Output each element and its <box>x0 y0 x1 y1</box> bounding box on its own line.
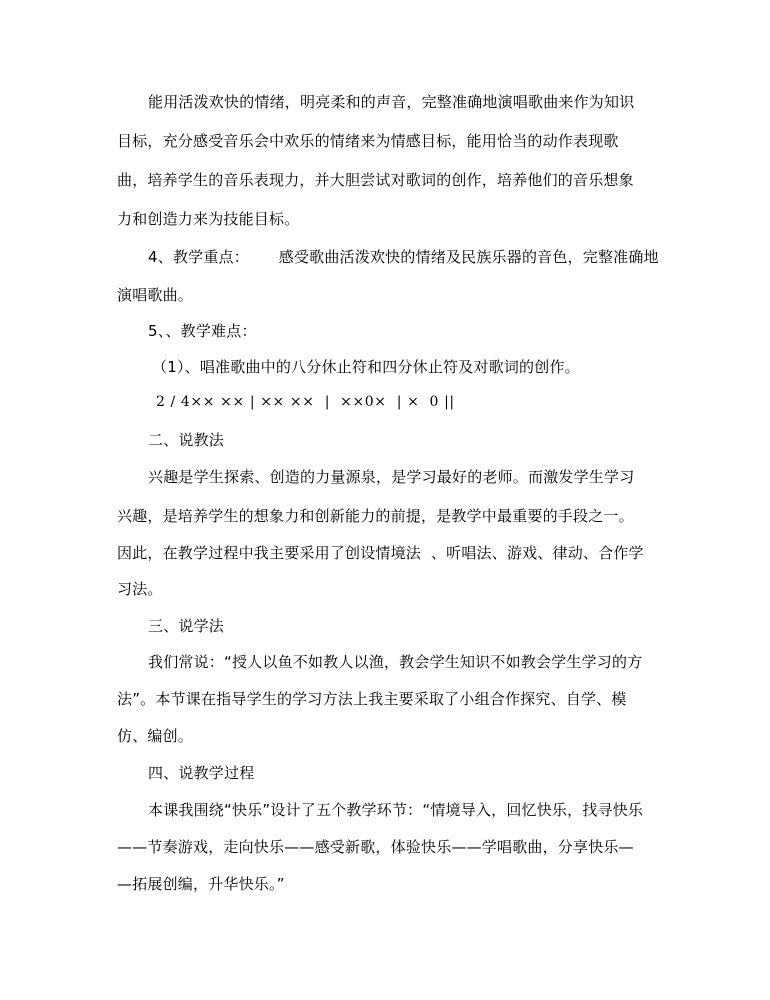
paragraph-goals-line-4: 力和创造力来为技能目标。 <box>117 210 300 228</box>
teaching-focus-line-2: 演唱歌曲。 <box>117 286 194 304</box>
section-heading-learning-method: 三、说学法 <box>148 617 225 635</box>
paragraph-learning-line-1: 我们常说：“授人以鱼不如教人以渔，教会学生知识不如教会学生学习的方 <box>148 653 643 671</box>
teaching-difficulty-heading: 5、、教学难点： <box>148 322 257 340</box>
paragraph-goals-line-2: 目标，充分感受音乐会中欢乐的情绪来为情感目标，能用恰当的动作表现歌 <box>117 132 619 150</box>
paragraph-method-line-1: 兴趣是学生探索、创造的力量源泉，是学习最好的老师。而激发学生学习 <box>148 468 635 486</box>
paragraph-method-line-4: 习法。 <box>117 580 163 598</box>
paragraph-method-line-3: 因此，在教学过程中我主要采用了创设情境法 、听唱法、游戏、律动、合作学 <box>117 544 644 562</box>
paragraph-process-line-1: 本课我围绕“快乐”设计了五个教学环节：“情境导入，回忆快乐，找寻快乐 <box>148 801 644 819</box>
section-heading-teaching-process: 四、说教学过程 <box>148 764 255 782</box>
section-heading-teaching-method: 二、说教法 <box>148 431 225 449</box>
paragraph-process-line-3: —拓展创编，升华快乐。” <box>117 875 285 893</box>
paragraph-goals-line-3: 曲，培养学生的音乐表现力，并大胆尝试对歌词的创作，培养他们的音乐想象 <box>117 171 634 189</box>
paragraph-goals-line-1: 能用活泼欢快的情绪，明亮柔和的声音，完整准确地演唱歌曲来作为知识 <box>148 93 635 111</box>
teaching-difficulty-item-1: （1）、唱准歌曲中的八分休止符和四分休止符及对歌词的创作。 <box>152 358 580 376</box>
paragraph-learning-line-2: 法”。本节课在指导学生的学习方法上我主要采取了小组合作探究、自学、模 <box>117 690 627 708</box>
paragraph-method-line-2: 兴趣，是培养学生的想象力和创新能力的前提，是教学中最重要的手段之一。 <box>117 507 634 525</box>
rhythm-notation: 2 / 4×× ×× | ×× ×× | ××0× | × 0 || <box>156 394 455 410</box>
paragraph-learning-line-3: 仿、编创。 <box>117 727 194 745</box>
teaching-focus-line-1: 4、教学重点： 感受歌曲活泼欢快的情绪及民族乐器的音色，完整准确地 <box>148 248 659 266</box>
paragraph-process-line-2: ——节奏游戏，走向快乐——感受新歌，体验快乐——学唱歌曲，分享快乐— <box>117 838 634 856</box>
